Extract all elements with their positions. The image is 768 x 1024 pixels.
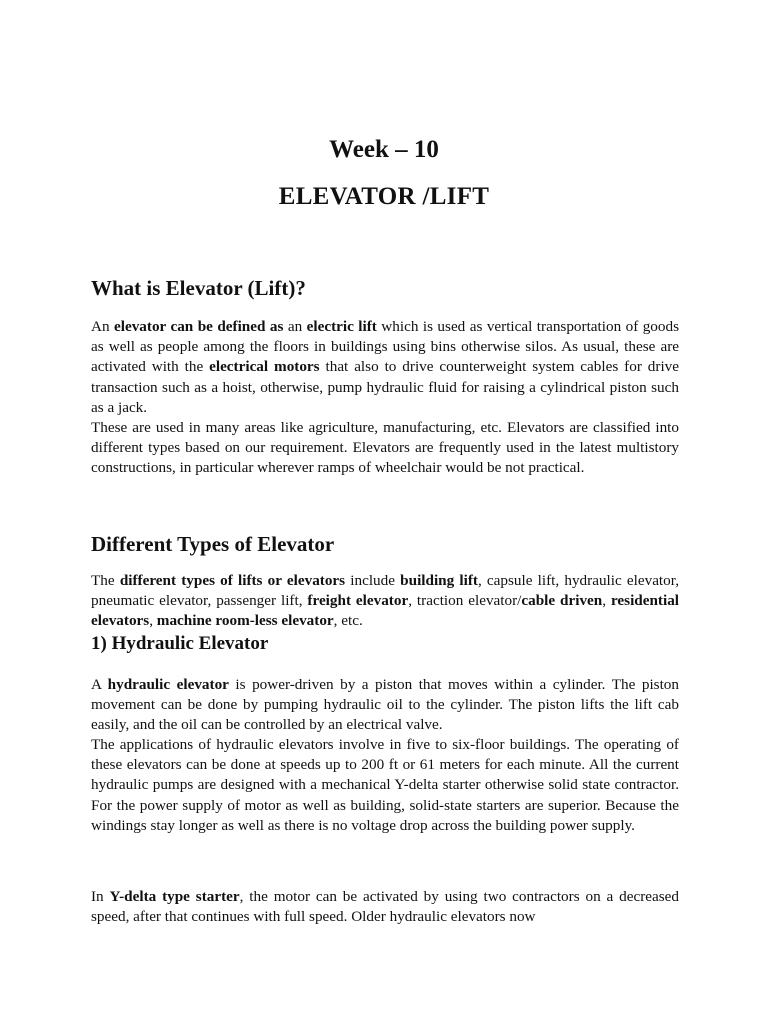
bold-text-run: Y-delta type starter — [109, 888, 240, 905]
text-run: , — [149, 612, 157, 630]
text-run: that also to drive counterweight system cables for drive transaction such as a hoist, otherwise, pump hydraulic fluid for raising a cylindrical piston such as a jack. — [91, 358, 679, 416]
paragraph-types-1 — [91, 571, 679, 632]
text-run: , etc. — [333, 612, 363, 630]
bold-text-run: elevator can be defined as — [114, 318, 284, 335]
section-heading-types: Different Types of Elevator — [91, 532, 335, 556]
text-run: , the motor can be activated by using two contractors on a decreased speed, after that continues with full speed. Older hydraulic elevators now — [91, 888, 680, 926]
bold-text-run: electric lift — [306, 318, 377, 335]
section-heading-what-is: What is Elevator (Lift)? — [91, 276, 306, 300]
bold-text-run: building lift — [400, 572, 478, 589]
bold-text-run: different types of lifts or elevators — [119, 572, 346, 589]
topic-title: ELEVATOR /LIFT — [278, 183, 490, 210]
text-run: an — [283, 318, 307, 335]
text-run: A — [91, 676, 108, 693]
text-run: , — [602, 592, 611, 610]
section-heading-hydraulic: 1) Hydraulic Elevator — [91, 633, 269, 654]
text-run: An — [91, 318, 115, 335]
text-run: include — [345, 572, 401, 589]
bold-text-run: hydraulic elevator — [107, 676, 229, 693]
text-run: The applications of hydraulic elevators involve in five to six-floor buildings. The operating of these elevators can be done at speeds up to 200 ft or 61 meters for each minute. All the current hydraulic pumps are designed with a mechanical Y-delta starter otherwise solid state contractor. For the power supply of motor as well as building, solid-state starters are superior. Because the windings stay longer as well as there is no voltage drop across the building power supply. — [91, 736, 679, 834]
paragraph-hydraulic-2 — [91, 735, 679, 836]
paragraph-hydraulic-1 — [91, 675, 679, 736]
bold-text-run: freight elevator — [307, 592, 409, 610]
text-run: , traction elevator/ — [408, 592, 522, 610]
bold-text-run: machine room-less elevator — [156, 612, 334, 630]
text-run: These are used in many areas like agriculture, manufacturing, etc. Elevators are classified into different types based on our requirement. Elevators are frequently used in the latest multistory constructions, in particular wherever ramps of wheelchair would be not practical. — [91, 419, 679, 477]
text-run: which is used as vertical transportation of goods as well as people among the floors in buildings using bins otherwise silos. As usual, these are activated with the — [91, 318, 679, 376]
week-title: Week – 10 — [329, 136, 439, 163]
paragraph-what-is-2 — [91, 418, 679, 479]
text-run: The — [91, 572, 120, 589]
text-run: In — [91, 888, 110, 905]
text-run: , capsule lift, hydraulic elevator, pneumatic elevator, passenger lift, — [91, 572, 679, 610]
text-run: is power-driven by a piston that moves within a cylinder. The piston movement can be done by pumping hydraulic oil to the cylinder. The piston lifts the lift cab easily, and the oil can be controlled by an electrical valve. — [91, 676, 679, 734]
bold-text-run: residential elevators — [91, 592, 680, 630]
bold-text-run: cable driven — [521, 592, 603, 610]
bold-text-run: electrical motors — [209, 358, 320, 376]
paragraph-what-is-1 — [91, 317, 679, 418]
paragraph-hydraulic-3 — [91, 887, 679, 927]
